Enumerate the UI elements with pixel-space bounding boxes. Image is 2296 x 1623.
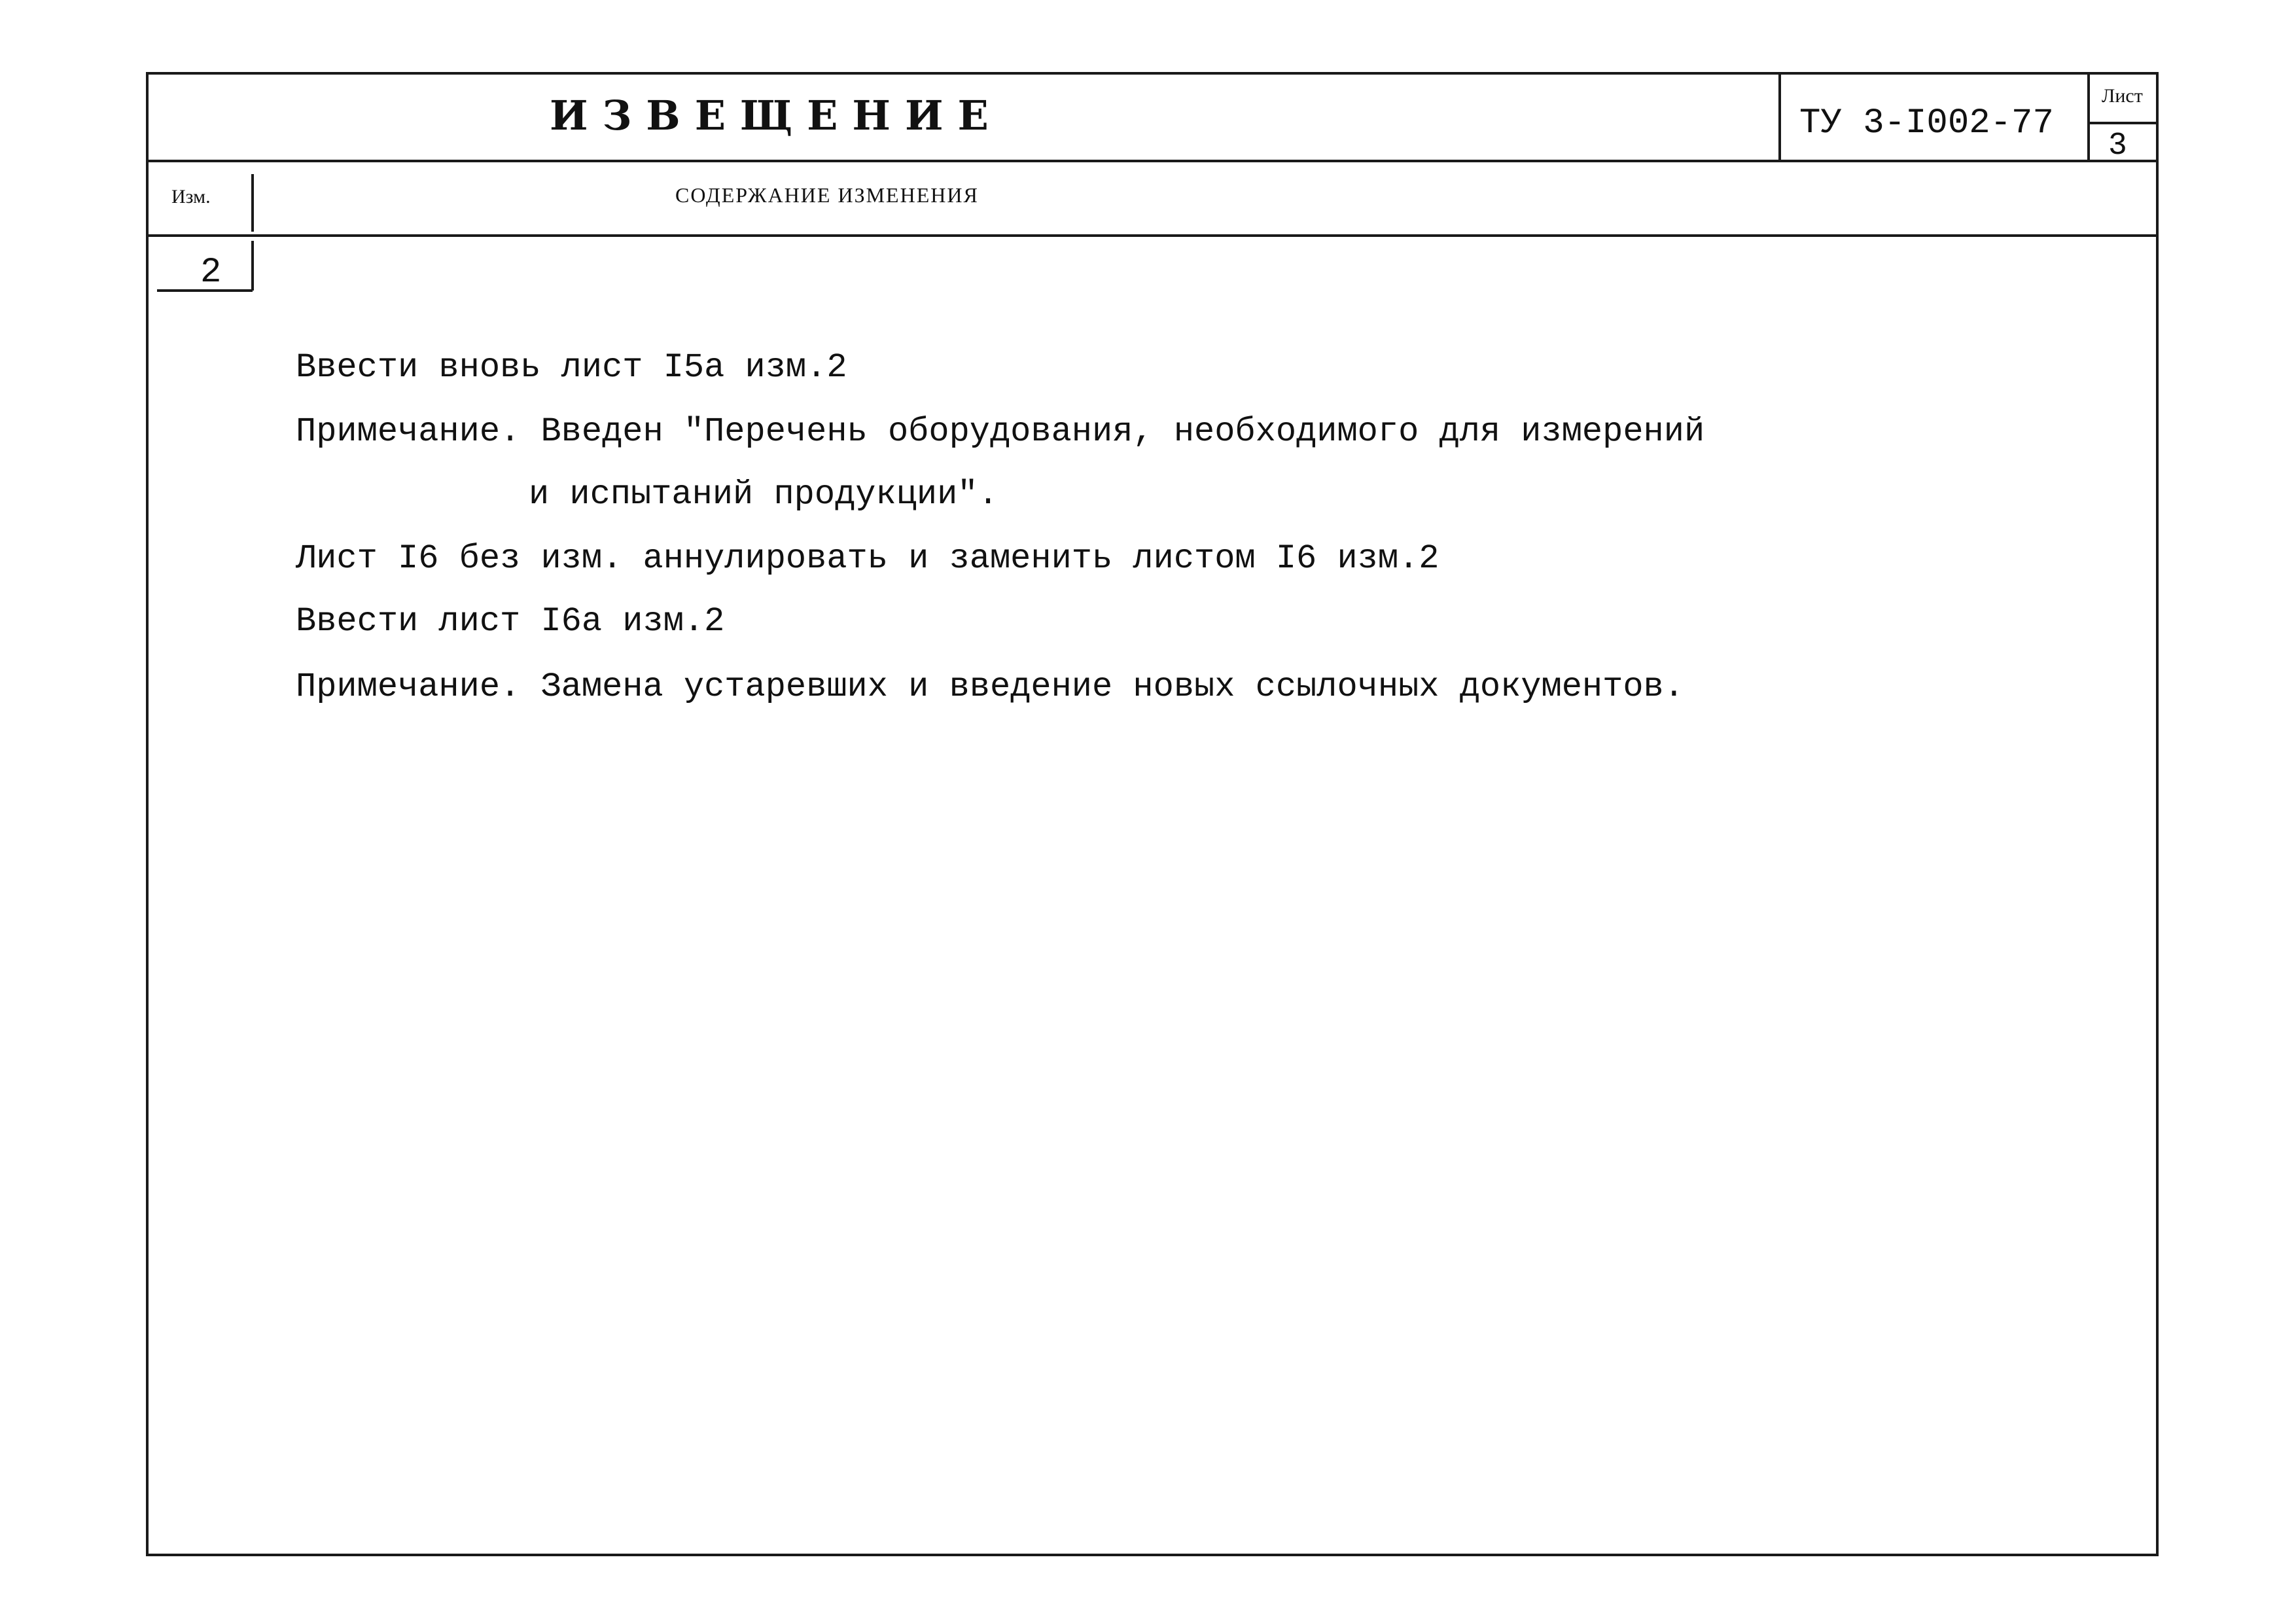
header-rule	[146, 160, 2159, 162]
izm-column-label: Изм.	[171, 186, 211, 207]
change-line-1: Ввести вновь лист I5а изм.2	[296, 348, 847, 387]
content-column-label: СОДЕРЖАНИЕ ИЗМЕНЕНИЯ	[675, 183, 979, 207]
change-line-6: Примечание. Замена устаревших и введение новых ссылочных документов.	[296, 668, 1684, 706]
change-line-4: Лист I6 без изм. аннулировать и заменить листом I6 изм.2	[296, 539, 1439, 578]
izm-column-divider	[251, 174, 254, 232]
document-frame	[146, 72, 2159, 1556]
change-number-divider	[251, 241, 254, 291]
change-line-2: Примечание. Введен "Перечень оборудования, необходимого для измерений	[296, 412, 1705, 451]
sheet-label: Лист	[2102, 85, 2143, 107]
document-title: ИЗВЕЩЕНИЕ	[550, 92, 1003, 139]
document-code: ТУ 3-I002-77	[1799, 103, 2054, 143]
column-header-rule	[146, 234, 2159, 237]
sheet-box-rule	[2089, 122, 2159, 124]
title-code-divider	[1778, 72, 1781, 161]
change-line-5: Ввести лист I6а изм.2	[296, 602, 725, 641]
change-number: 2	[200, 253, 222, 293]
change-line-3: и испытаний продукции".	[529, 475, 998, 514]
sheet-number: 3	[2108, 128, 2127, 164]
sheet-box-divider	[2087, 72, 2090, 161]
